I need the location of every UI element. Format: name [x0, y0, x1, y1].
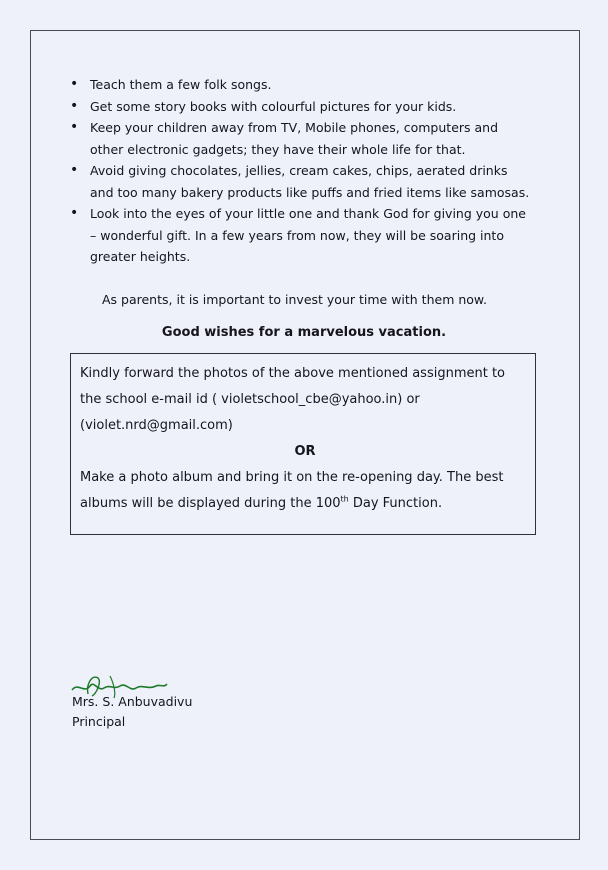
principal-name: Mrs. S. Anbuvadivu — [72, 694, 193, 709]
or-label: OR — [294, 444, 316, 459]
album-text: Make a photo album and bring it on the re-opening day. The best albums will be displayed during the 100 — [80, 470, 504, 511]
list-item: • Avoid giving chocolates, jellies, cream cakes, chips, aerated drinks and too many bakery products like puffs and fried items like samosas. — [90, 160, 530, 203]
principal-title: Principal — [72, 714, 126, 729]
list-item: • Teach them a few folk songs. — [90, 74, 530, 96]
list-item: • Get some story books with colourful pictures for your kids. — [90, 96, 530, 118]
tips-list — [90, 74, 530, 268]
list-item: • Look into the eyes of your little one and thank God for giving you one – wonderful gift. In a few years from now, they will be soaring into greater heights. — [90, 203, 530, 268]
album-instruction — [80, 465, 530, 517]
signature-block — [72, 692, 192, 732]
wishes-heading: Good wishes for a marvelous vacation. — [161, 325, 447, 340]
email-instruction: Kindly forward the photos of the above mentioned assignment to the school e-mail id ( violetschool_cbe@yahoo.in) or (violet.nrd@gmail.com) — [80, 366, 506, 433]
parents-paragraph: As parents, it is important to invest your time with them now. — [102, 292, 487, 307]
ordinal-suffix: th — [340, 494, 349, 504]
album-text-end: Day Function. — [348, 496, 443, 511]
list-item: • Keep your children away from TV, Mobile phones, computers and other electronic gadgets; they have their whole life for that. — [90, 117, 530, 160]
